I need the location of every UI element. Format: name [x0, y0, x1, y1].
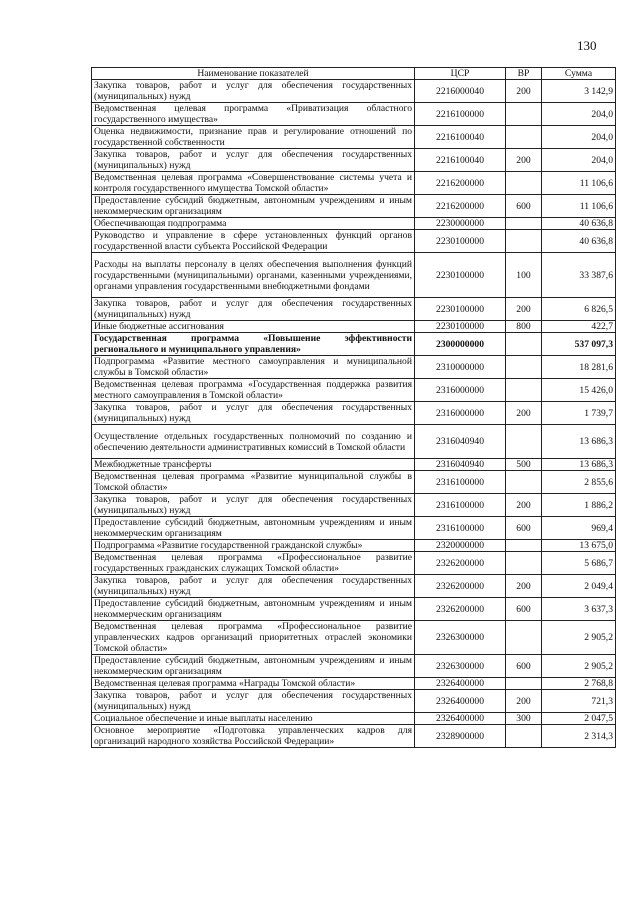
cell-vr: 200: [506, 298, 542, 321]
column-header-vr: ВР: [506, 68, 542, 80]
table-row: [92, 103, 616, 126]
cell-sum: 2 314,3: [542, 725, 616, 748]
cell-sum: 2 768,8: [542, 678, 616, 690]
cell-csr: 2230100000: [415, 298, 506, 321]
cell-csr: 2326400000: [415, 713, 506, 725]
cell-csr: 2230000000: [415, 218, 506, 230]
cell-vr: 600: [506, 598, 542, 621]
cell-csr: 2326300000: [415, 621, 506, 655]
cell-csr: 2230100000: [415, 253, 506, 298]
cell-name: Предоставление субсидий бюджетным, автономным учреждениям и иным некоммерческим организациям: [92, 517, 415, 540]
cell-name: Закупка товаров, работ и услуг для обеспечения государственных (муниципальных) нужд: [92, 149, 415, 172]
cell-name: Государственная программа «Повышение эффективности регионального и муниципального управления»: [92, 333, 415, 356]
table-row: [92, 725, 616, 748]
cell-name: Закупка товаров, работ и услуг для обеспечения государственных (муниципальных) нужд: [92, 80, 415, 103]
cell-vr: [506, 172, 542, 195]
cell-csr: 2316040940: [415, 459, 506, 471]
table-row: [92, 575, 616, 598]
cell-csr: 2316100000: [415, 471, 506, 494]
cell-name: Ведомственная целевая программа «Профессиональное развитие управленческих кадров организаций приоритетных отраслей экономики Томской области»: [92, 621, 415, 655]
cell-csr: 2300000000: [415, 333, 506, 356]
column-header-sum: Сумма: [542, 68, 616, 80]
cell-sum: 11 106,6: [542, 195, 616, 218]
cell-vr: 600: [506, 195, 542, 218]
table-row: [92, 655, 616, 678]
cell-name: Предоставление субсидий бюджетным, автономным учреждениям и иным некоммерческим организациям: [92, 195, 415, 218]
cell-csr: 2310000000: [415, 356, 506, 379]
cell-sum: 2 047,5: [542, 713, 616, 725]
cell-csr: 2326200000: [415, 575, 506, 598]
cell-csr: 2216100000: [415, 103, 506, 126]
cell-sum: 969,4: [542, 517, 616, 540]
cell-csr: 2216200000: [415, 172, 506, 195]
cell-vr: 200: [506, 402, 542, 425]
cell-sum: 204,0: [542, 149, 616, 172]
table-row: [92, 218, 616, 230]
cell-csr: 2326200000: [415, 552, 506, 575]
cell-name: Социальное обеспечение и иные выплаты населению: [92, 713, 415, 725]
cell-name: Основное мероприятие «Подготовка управленческих кадров для организаций народного хозяйства Российской Федерации»: [92, 725, 415, 748]
cell-sum: 15 426,0: [542, 379, 616, 402]
cell-sum: 13 686,3: [542, 459, 616, 471]
cell-vr: 500: [506, 459, 542, 471]
table-row: [92, 195, 616, 218]
cell-csr: 2216200000: [415, 195, 506, 218]
cell-name: Предоставление субсидий бюджетным, автономным учреждениям и иным некоммерческим организациям: [92, 655, 415, 678]
cell-sum: 18 281,6: [542, 356, 616, 379]
cell-sum: 537 097,3: [542, 333, 616, 356]
cell-vr: [506, 103, 542, 126]
cell-csr: 2216000040: [415, 80, 506, 103]
cell-name: Ведомственная целевая программа «Развитие муниципальной службы в Томской области»: [92, 471, 415, 494]
cell-vr: [506, 621, 542, 655]
cell-csr: 2326400000: [415, 690, 506, 713]
cell-vr: [506, 379, 542, 402]
cell-sum: 40 636,8: [542, 230, 616, 253]
cell-vr: 100: [506, 253, 542, 298]
cell-sum: 204,0: [542, 126, 616, 149]
table-row: [92, 253, 616, 298]
cell-sum: 721,3: [542, 690, 616, 713]
cell-sum: 33 387,6: [542, 253, 616, 298]
cell-name: Расходы на выплаты персоналу в целях обеспечения выполнения функций государственными (муниципальными) органами, казенными учреждениями, органами управления государственными внебюджетными фондами: [92, 253, 415, 298]
cell-vr: [506, 356, 542, 379]
table-row: [92, 621, 616, 655]
cell-vr: [506, 552, 542, 575]
column-header-csr: ЦСР: [415, 68, 506, 80]
cell-name: Ведомственная целевая программа «Государственная поддержка развития местного самоуправления в Томской области»: [92, 379, 415, 402]
table-row: [92, 402, 616, 425]
table-body: [92, 80, 616, 748]
cell-vr: [506, 725, 542, 748]
table-row: [92, 321, 616, 333]
table-row: [92, 690, 616, 713]
table-row: [92, 713, 616, 725]
cell-csr: 2316100000: [415, 494, 506, 517]
cell-csr: 2230100000: [415, 321, 506, 333]
cell-name: Закупка товаров, работ и услуг для обеспечения государственных (муниципальных) нужд: [92, 494, 415, 517]
cell-csr: 2328900000: [415, 725, 506, 748]
cell-sum: 2 905,2: [542, 621, 616, 655]
cell-name: Закупка товаров, работ и услуг для обеспечения государственных (муниципальных) нужд: [92, 690, 415, 713]
cell-vr: 200: [506, 80, 542, 103]
cell-sum: 13 686,3: [542, 425, 616, 459]
cell-name: Ведомственная целевая программа «Совершенствование системы учета и контроля государственного имущества Томской области»: [92, 172, 415, 195]
table-row: [92, 80, 616, 103]
cell-name: Закупка товаров, работ и услуг для обеспечения государственных (муниципальных) нужд: [92, 298, 415, 321]
cell-vr: [506, 425, 542, 459]
cell-sum: 3 142,9: [542, 80, 616, 103]
cell-vr: [506, 678, 542, 690]
cell-sum: 204,0: [542, 103, 616, 126]
table-row: [92, 552, 616, 575]
cell-sum: 2 905,2: [542, 655, 616, 678]
table-row: [92, 298, 616, 321]
cell-vr: [506, 471, 542, 494]
cell-vr: [506, 218, 542, 230]
cell-name: Оценка недвижимости, признание прав и регулирование отношений по государственной собственности: [92, 126, 415, 149]
table-row: [92, 494, 616, 517]
cell-sum: 2 855,6: [542, 471, 616, 494]
table-row: [92, 379, 616, 402]
cell-name: Закупка товаров, работ и услуг для обеспечения государственных (муниципальных) нужд: [92, 575, 415, 598]
table-row: [92, 459, 616, 471]
table-row: [92, 172, 616, 195]
cell-vr: [506, 230, 542, 253]
cell-vr: 600: [506, 517, 542, 540]
table-row: [92, 517, 616, 540]
cell-name: Ведомственная целевая программа «Профессиональное развитие государственных гражданских служащих Томской области»: [92, 552, 415, 575]
table-row: [92, 356, 616, 379]
table-row: [92, 126, 616, 149]
table-row: [92, 471, 616, 494]
cell-vr: [506, 126, 542, 149]
cell-vr: [506, 333, 542, 356]
cell-vr: [506, 540, 542, 552]
cell-name: Закупка товаров, работ и услуг для обеспечения государственных (муниципальных) нужд: [92, 402, 415, 425]
cell-vr: 200: [506, 575, 542, 598]
cell-vr: 200: [506, 149, 542, 172]
cell-name: Обеспечивающая подпрограмма: [92, 218, 415, 230]
cell-csr: 2326200000: [415, 598, 506, 621]
table-row: [92, 149, 616, 172]
table-row: [92, 230, 616, 253]
cell-name: Осуществление отдельных государственных полномочий по созданию и обеспечению деятельности административных комиссий в Томской области: [92, 425, 415, 459]
cell-name: Подпрограмма «Развитие местного самоуправления и муниципальной службы в Томской области»: [92, 356, 415, 379]
budget-table: [91, 67, 616, 748]
table-header-row: [92, 68, 616, 80]
column-header-name: Наименование показателей: [92, 68, 415, 80]
cell-name: Предоставление субсидий бюджетным, автономным учреждениям и иным некоммерческим организациям: [92, 598, 415, 621]
cell-name: Межбюджетные трансферты: [92, 459, 415, 471]
cell-csr: 2316000000: [415, 402, 506, 425]
cell-csr: 2316040940: [415, 425, 506, 459]
cell-csr: 2216100040: [415, 126, 506, 149]
cell-name: Иные бюджетные ассигнования: [92, 321, 415, 333]
cell-sum: 2 049,4: [542, 575, 616, 598]
cell-sum: 40 636,8: [542, 218, 616, 230]
cell-name: Ведомственная целевая программа «Награды Томской области»: [92, 678, 415, 690]
table-row: [92, 598, 616, 621]
cell-csr: 2316100000: [415, 517, 506, 540]
cell-vr: 800: [506, 321, 542, 333]
cell-name: Подпрограмма «Развитие государственной гражданской службы»: [92, 540, 415, 552]
page-number: 130: [577, 38, 597, 53]
cell-vr: 200: [506, 690, 542, 713]
cell-sum: 1 886,2: [542, 494, 616, 517]
cell-csr: 2326300000: [415, 655, 506, 678]
cell-sum: 1 739,7: [542, 402, 616, 425]
cell-csr: 2326400000: [415, 678, 506, 690]
cell-vr: 300: [506, 713, 542, 725]
cell-vr: 600: [506, 655, 542, 678]
table-row: [92, 333, 616, 356]
cell-csr: 2320000000: [415, 540, 506, 552]
table-row: [92, 540, 616, 552]
cell-sum: 11 106,6: [542, 172, 616, 195]
cell-sum: 422,7: [542, 321, 616, 333]
table-row: [92, 678, 616, 690]
cell-csr: 2230100000: [415, 230, 506, 253]
cell-sum: 6 826,5: [542, 298, 616, 321]
cell-sum: 3 637,3: [542, 598, 616, 621]
table-row: [92, 425, 616, 459]
cell-csr: 2316000000: [415, 379, 506, 402]
cell-sum: 5 686,7: [542, 552, 616, 575]
cell-sum: 13 675,0: [542, 540, 616, 552]
cell-name: Ведомственная целевая программа «Приватизация областного государственного имущества»: [92, 103, 415, 126]
cell-csr: 2216100040: [415, 149, 506, 172]
cell-name: Руководство и управление в сфере установленных функций органов государственной власти субъекта Российской Федерации: [92, 230, 415, 253]
cell-vr: 200: [506, 494, 542, 517]
